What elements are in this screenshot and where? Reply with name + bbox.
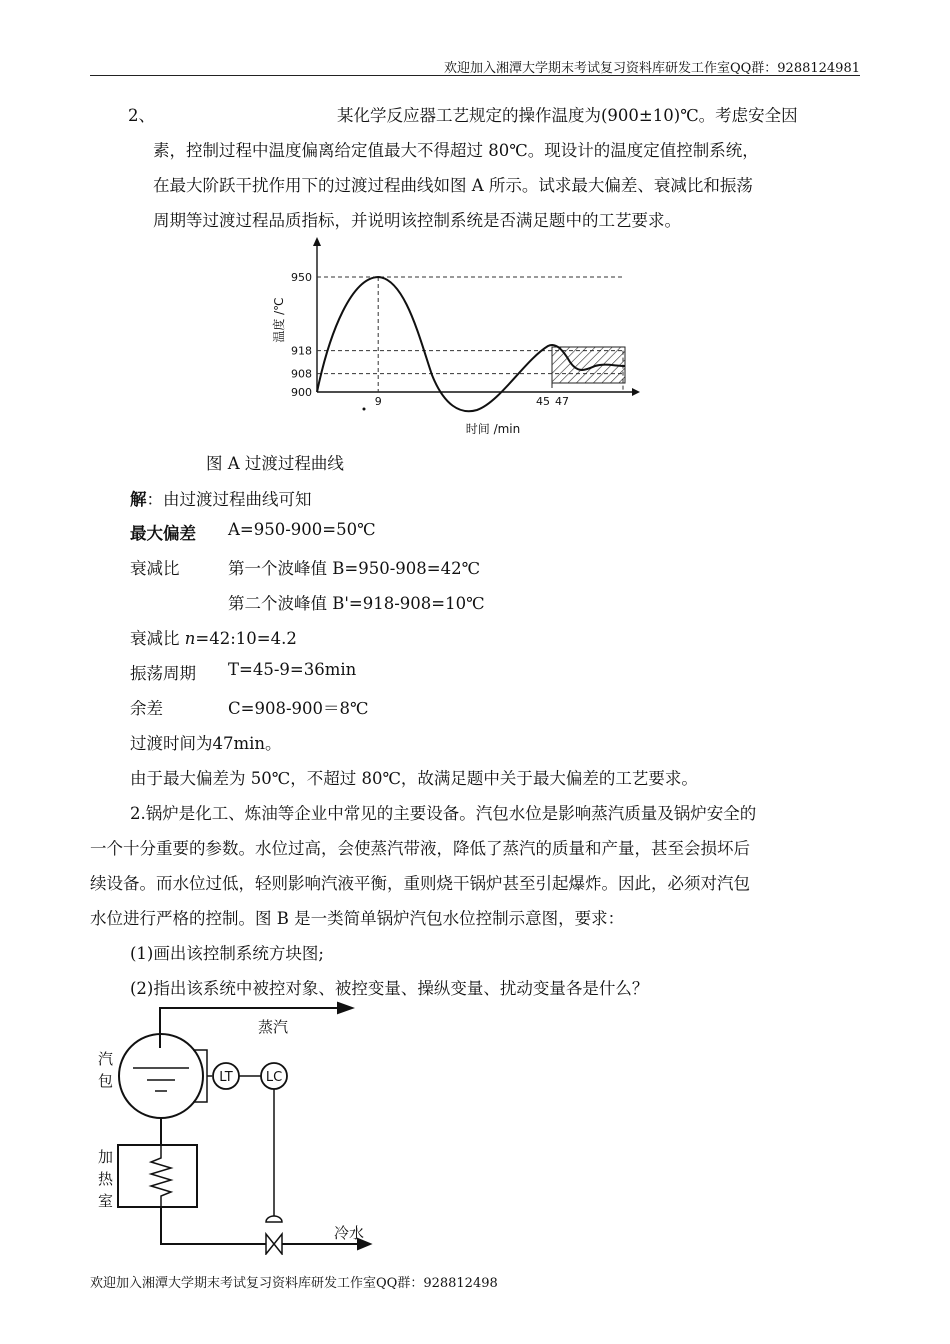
decay-ratio-value: =42:10=4.2: [195, 629, 297, 648]
question-line-1: 某化学反应器工艺规定的操作温度为(900±10)℃。考虑安全因: [337, 106, 798, 125]
steam-arrow-icon: [338, 1003, 352, 1013]
solution-intro-text: ：由过渡过程曲线可知: [146, 490, 312, 509]
water-label: 冷水: [334, 1224, 365, 1242]
offset-value: C=908-900＝8℃: [228, 699, 369, 718]
x-axis-arrow-icon: [632, 388, 640, 396]
boiler-drum-diagram: [90, 1000, 380, 1255]
first-peak-value: 第一个波峰值 B=950-908=42℃: [228, 559, 481, 578]
decay-ratio-label: 衰减比: [130, 629, 185, 648]
max-deviation-value: A=950-900=50℃: [228, 520, 376, 539]
q2-sub-1: (1)画出该控制系统方块图;: [130, 944, 324, 963]
header-divider: [90, 75, 860, 76]
decay-label: 衰减比: [130, 559, 180, 578]
lt-label: LT: [219, 1070, 233, 1085]
y-tick-label-918: 918: [291, 344, 312, 358]
solution-label: 解: [130, 490, 147, 509]
page-header: 欢迎加入湘潭大学期末考试复习资料库研发工作室QQ群：9288124981: [443, 61, 860, 76]
period-label: 振荡周期: [130, 664, 196, 683]
x-tick-label-9: 9: [374, 395, 382, 408]
settling-time: 过渡时间为47min。: [130, 734, 282, 753]
heating-coil: [151, 1145, 171, 1207]
q2-line-2: 一个十分重要的参数。水位过高，会使蒸汽带液，降低了蒸汽的质量和产量，甚至会损坏后: [90, 839, 750, 858]
lc-label: LC: [265, 1070, 283, 1085]
offset-label: 余差: [130, 699, 163, 718]
conclusion: 由于最大偏差为 50℃，不超过 80℃，故满足题中关于最大偏差的工艺要求。: [130, 769, 698, 788]
transition-curve-chart: [262, 232, 642, 442]
period-value: T=45-9=36min: [228, 660, 357, 679]
q2-line-3: 续设备。而水位过低，轻则影响汽液平衡，重则烧干锅炉甚至引起爆炸。因此，必须对汽包: [90, 874, 750, 893]
y-axis-title: 温度 /℃: [272, 297, 286, 343]
y-tick-label-908: 908: [291, 367, 312, 381]
solution-intro: [130, 486, 312, 510]
heater-label-3: 室: [98, 1192, 114, 1210]
drum-label-1: 汽: [98, 1050, 114, 1068]
water-pipe: [161, 1207, 360, 1244]
y-axis-arrow-icon: [313, 237, 321, 246]
stray-dot: [363, 408, 366, 411]
x-tick-label-45: 45: [536, 395, 550, 408]
y-tick-label-950: 950: [291, 271, 312, 284]
question-line-3: 在最大阶跃干扰作用下的过渡过程曲线如图 A 所示。试求最大偏差、衰减比和振荡: [153, 176, 753, 195]
decay-ratio: [130, 625, 297, 649]
second-peak-value: 第二个波峰值 B'=918-908=10℃: [228, 594, 485, 613]
figure-a-caption: 图 A 过渡过程曲线: [206, 454, 344, 473]
heater-label-1: 加: [98, 1148, 114, 1166]
max-deviation-label: 最大偏差: [130, 524, 196, 543]
q2-line-4: 水位进行严格的控制。图 B 是一类简单锅炉汽包水位控制示意图，要求：: [90, 909, 625, 928]
question-line-2: 素，控制过程中温度偏离给定值最大不得超过 80℃。现设计的温度定值控制系统，: [153, 141, 759, 160]
q2-line-1: 2.锅炉是化工、炼油等企业中常见的主要设备。汽包水位是影响蒸汽质量及锅炉安全的: [130, 804, 757, 823]
x-axis-title: 时间 /min: [465, 422, 521, 436]
page-footer: 欢迎加入湘潭大学期末考试复习资料库研发工作室QQ群：928812498: [90, 1276, 498, 1291]
heater-label-2: 热: [98, 1170, 114, 1188]
question-line-4: 周期等过渡过程品质指标，并说明该控制系统是否满足题中的工艺要求。: [153, 211, 681, 230]
q2-sub-2: (2)指出该系统中被控对象、被控变量、操纵变量、扰动变量各是什么？: [130, 979, 649, 998]
question-number: 2、: [128, 106, 155, 125]
steam-label: 蒸汽: [258, 1018, 289, 1036]
drum-label-2: 包: [98, 1072, 114, 1090]
y-tick-label-900: 900: [291, 386, 312, 399]
x-tick-label-47: 47: [555, 395, 569, 408]
decay-ratio-var: n: [184, 629, 196, 648]
control-valve-icon: [266, 1216, 282, 1222]
transition-curve-line: [317, 277, 625, 411]
